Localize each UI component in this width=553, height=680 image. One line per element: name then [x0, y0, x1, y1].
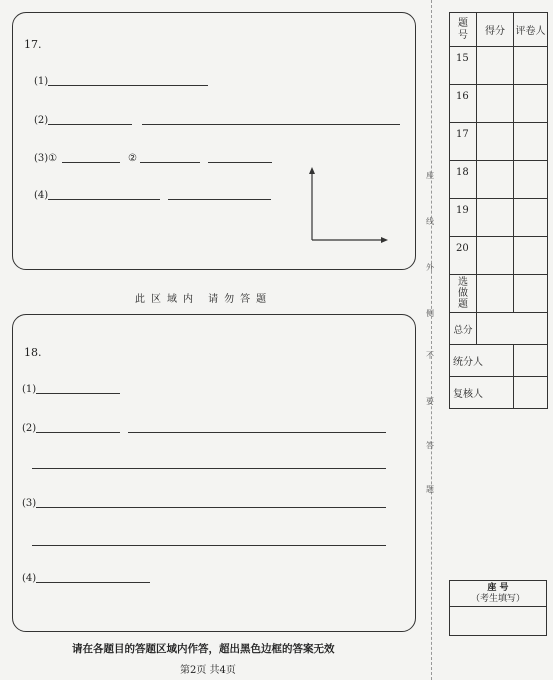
score-cell-15[interactable] [477, 47, 514, 85]
question-number-18: 18. [24, 346, 42, 359]
seat-number-field[interactable] [450, 607, 546, 635]
q18-item-2-answer-line-a[interactable] [36, 432, 120, 433]
q18-item-3-answer-line-a[interactable] [36, 507, 386, 508]
grader-cell-19[interactable] [514, 199, 548, 237]
q18-item-3-answer-line-b[interactable] [32, 545, 386, 546]
q18-item-2-label: (2) [22, 423, 37, 434]
grader-cell-15[interactable] [514, 47, 548, 85]
score-cell-17[interactable] [477, 123, 514, 161]
question-no-20: 20 [450, 237, 477, 275]
q17-item-3b-label: ② [128, 153, 137, 164]
score-cell-16[interactable] [477, 85, 514, 123]
grader-cell-16[interactable] [514, 85, 548, 123]
seat-number-subtitle: （考生填写） [470, 594, 525, 604]
question-no-15: 15 [450, 47, 477, 85]
grader-cell-elective[interactable] [514, 275, 548, 313]
question-no-18: 18 [450, 161, 477, 199]
question-no-elective: 选做题 [450, 275, 477, 313]
page-number: 第2页 共4页 [180, 665, 236, 676]
coordinate-axes-icon [304, 166, 390, 244]
score-table [449, 12, 548, 409]
q18-item-2-answer-line-c[interactable] [32, 468, 386, 469]
q18-item-1-label: (1) [22, 384, 37, 395]
q17-item-3-label: (3)① [34, 153, 58, 164]
q17-item-4-answer-line-b[interactable] [168, 199, 271, 200]
answer-region-warning: 请在各题目的答题区域内作答，超出黑色边框的答案无效 [72, 643, 335, 655]
q17-item-4-answer-line-a[interactable] [48, 199, 160, 200]
q18-item-1-answer-line[interactable] [36, 393, 120, 394]
side-char-3: 外 [426, 263, 434, 272]
side-char-8: 题 [426, 485, 434, 494]
q17-item-2-answer-line-a[interactable] [48, 124, 132, 125]
total-score-cell[interactable] [477, 313, 548, 345]
q17-item-3b-answer-line-a[interactable] [140, 162, 200, 163]
q18-item-4-answer-line[interactable] [36, 582, 150, 583]
score-cell-20[interactable] [477, 237, 514, 275]
header-question-no: 题号 [450, 13, 477, 47]
side-char-1: 座 [426, 171, 434, 180]
question-no-16: 16 [450, 85, 477, 123]
tally-person-cell[interactable] [514, 345, 548, 377]
no-answer-zone-note: 此区域内 请勿答题 [135, 294, 273, 305]
q17-item-3a-answer-line[interactable] [62, 162, 120, 163]
seat-number-title: 座 号 [487, 583, 509, 593]
side-char-2: 线 [426, 217, 434, 226]
q17-item-3b-answer-line-b[interactable] [208, 162, 272, 163]
question-no-17: 17 [450, 123, 477, 161]
seat-number-header [450, 581, 546, 607]
score-cell-19[interactable] [477, 199, 514, 237]
seat-number-box [449, 580, 547, 636]
header-score: 得分 [477, 13, 514, 47]
reviewer-label: 复核人 [450, 377, 514, 409]
tally-person-label: 统分人 [450, 345, 514, 377]
q17-item-1-answer-line[interactable] [48, 85, 208, 86]
grader-cell-18[interactable] [514, 161, 548, 199]
q18-item-3-label: (3) [22, 498, 37, 509]
side-char-4: 侧 [426, 309, 434, 318]
side-char-7: 答 [426, 441, 434, 450]
side-char-6: 要 [426, 397, 434, 406]
score-cell-elective[interactable] [477, 275, 514, 313]
score-cell-18[interactable] [477, 161, 514, 199]
q17-item-2-label: (2) [34, 115, 49, 126]
grader-cell-17[interactable] [514, 123, 548, 161]
q18-item-4-label: (4) [22, 573, 37, 584]
q18-item-2-answer-line-b[interactable] [128, 432, 386, 433]
question-no-19: 19 [450, 199, 477, 237]
total-score-label: 总分 [450, 313, 477, 345]
q17-item-1-label: (1) [34, 76, 49, 87]
q17-item-4-label: (4) [34, 190, 49, 201]
reviewer-cell[interactable] [514, 377, 548, 409]
q17-item-2-answer-line-b[interactable] [142, 124, 400, 125]
answer-box-q18 [12, 314, 416, 632]
binding-dashed-line [431, 0, 432, 680]
side-char-5: 不 [426, 351, 434, 360]
header-grader: 评卷人 [514, 13, 548, 47]
grader-cell-20[interactable] [514, 237, 548, 275]
question-number-17: 17. [24, 38, 42, 51]
